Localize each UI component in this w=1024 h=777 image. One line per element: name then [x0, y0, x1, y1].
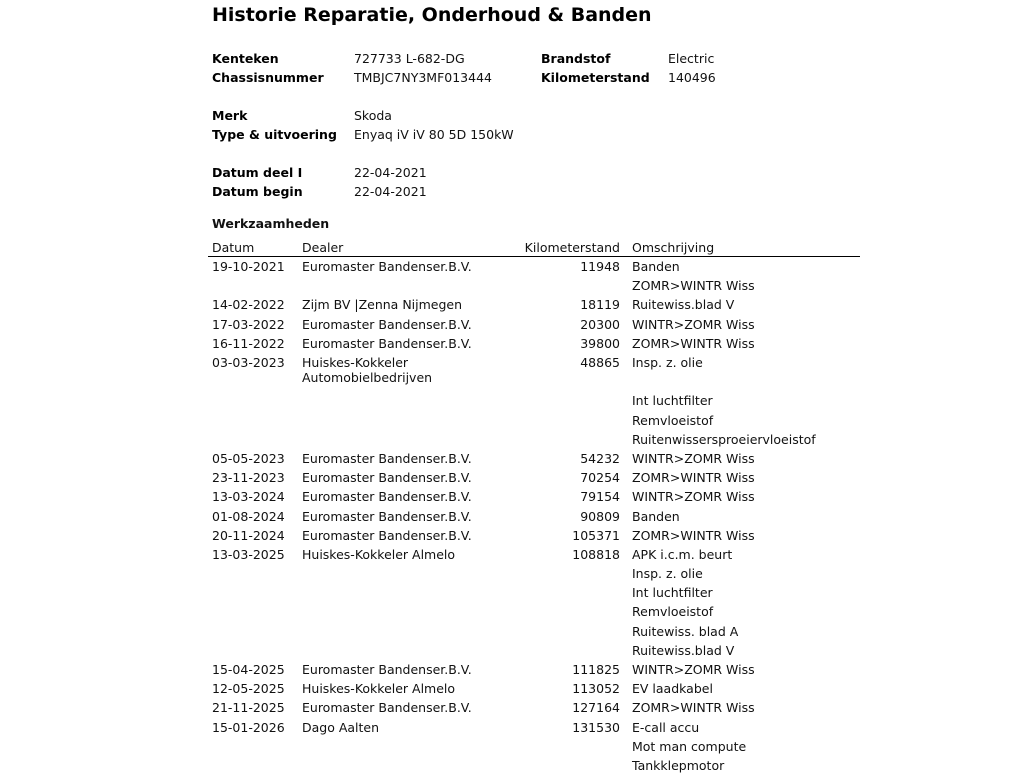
row-date: 01-08-2024: [212, 508, 285, 524]
page-title: Historie Reparatie, Onderhoud & Banden: [212, 4, 652, 26]
row-omschrijving: ZOMR>WINTR Wiss: [632, 527, 755, 543]
kilometerstand-label: Kilometerstand: [541, 70, 650, 85]
table-row: [0, 700, 1024, 719]
table-row: [0, 336, 1024, 355]
row-dealer: Huiskes-Kokkeler Almelo: [302, 681, 456, 697]
row-omschrijving: Remvloeistof: [632, 604, 714, 620]
row-kilometerstand: 79154: [580, 489, 620, 505]
row-date: 13-03-2025: [212, 546, 285, 562]
row-date: 19-10-2021: [212, 259, 285, 274]
row-kilometerstand: 105371: [572, 527, 620, 543]
row-date: 23-11-2023: [212, 470, 285, 486]
row-kilometerstand: 127164: [572, 700, 620, 716]
brandstof-label: Brandstof: [541, 51, 611, 66]
row-date: 03-03-2023: [212, 354, 285, 370]
row-kilometerstand: 48865: [580, 354, 620, 370]
row-dealer: Euromaster Bandenser.B.V.: [302, 489, 472, 505]
row-kilometerstand: 39800: [580, 335, 620, 351]
column-header-dealer: Dealer: [302, 240, 344, 255]
table-row: [0, 355, 1024, 451]
row-omschrijving: Ruitewiss.blad V: [632, 642, 735, 658]
table-row: [0, 681, 1024, 700]
row-dealer: Huiskes-Kokkeler Almelo: [302, 546, 456, 562]
table-row: [0, 317, 1024, 336]
row-date: 13-03-2024: [212, 489, 285, 505]
row-omschrijving: Ruitewiss. blad A: [632, 623, 739, 639]
row-date: 16-11-2022: [212, 335, 285, 351]
row-omschrijving: Ruitewiss.blad V: [632, 297, 735, 313]
row-date: 12-05-2025: [212, 681, 285, 697]
table-row: [0, 720, 1024, 777]
row-omschrijving: Banden: [632, 259, 680, 274]
row-kilometerstand: 113052: [572, 681, 620, 697]
row-omschrijving: E-call accu: [632, 719, 700, 735]
row-omschrijving: Ruitenwissersproeiervloeistof: [632, 431, 816, 447]
row-omschrijving: Int luchtfilter: [632, 585, 713, 601]
werkzaamheden-heading: Werkzaamheden: [212, 216, 330, 231]
table-row: [0, 528, 1024, 547]
row-omschrijving: ZOMR>WINTR Wiss: [632, 335, 755, 351]
datum-deel-value: 22-04-2021: [354, 165, 427, 180]
row-omschrijving: WINTR>ZOMR Wiss: [632, 450, 755, 466]
chassis-value: TMBJC7NY3MF013444: [354, 70, 492, 85]
table-row: [0, 547, 1024, 662]
row-omschrijving: WINTR>ZOMR Wiss: [632, 489, 755, 505]
row-dealer: Euromaster Bandenser.B.V.: [302, 259, 472, 274]
row-omschrijving: Insp. z. olie: [632, 566, 703, 582]
row-dealer: Euromaster Bandenser.B.V.: [302, 470, 472, 486]
table-row: [0, 259, 1024, 297]
werkzaamheden-table: [0, 259, 1024, 777]
row-kilometerstand: 11948: [580, 259, 620, 274]
row-kilometerstand: 54232: [580, 450, 620, 466]
row-kilometerstand: 20300: [580, 316, 620, 332]
row-kilometerstand: 18119: [580, 297, 620, 313]
datum-begin-label: Datum begin: [212, 184, 303, 199]
row-omschrijving: EV laadkabel: [632, 681, 713, 697]
row-dealer: Euromaster Bandenser.B.V.: [302, 508, 472, 524]
merk-value: Skoda: [354, 108, 392, 123]
row-kilometerstand: 108818: [572, 546, 620, 562]
column-header-omschrijving: Omschrijving: [632, 240, 715, 255]
kilometerstand-value: 140496: [668, 70, 716, 85]
row-kilometerstand: 131530: [572, 719, 620, 735]
row-dealer: Euromaster Bandenser.B.V.: [302, 335, 472, 351]
table-row: [0, 297, 1024, 316]
row-kilometerstand: 70254: [580, 470, 620, 486]
row-date: 20-11-2024: [212, 527, 285, 543]
table-row: [0, 451, 1024, 470]
table-row: [0, 509, 1024, 528]
row-dealer: Euromaster Bandenser.B.V.: [302, 662, 472, 678]
kenteken-value: 727733 L-682-DG: [354, 51, 465, 66]
row-dealer: Huiskes-Kokkeler: [302, 354, 409, 370]
merk-label: Merk: [212, 108, 248, 123]
row-date: 05-05-2023: [212, 450, 285, 466]
row-omschrijving: Tankklepmotor: [632, 758, 725, 774]
row-kilometerstand: 111825: [572, 662, 620, 678]
row-kilometerstand: 90809: [580, 508, 620, 524]
row-date: 15-04-2025: [212, 662, 285, 678]
row-omschrijving: ZOMR>WINTR Wiss: [632, 278, 755, 294]
table-row: [0, 470, 1024, 489]
row-omschrijving: WINTR>ZOMR Wiss: [632, 316, 755, 332]
row-dealer: Euromaster Bandenser.B.V.: [302, 700, 472, 716]
row-omschrijving: Int luchtfilter: [632, 393, 713, 409]
row-dealer: Zijm BV |Zenna Nijmegen: [302, 297, 463, 313]
row-omschrijving: ZOMR>WINTR Wiss: [632, 470, 755, 486]
row-omschrijving: WINTR>ZOMR Wiss: [632, 662, 755, 678]
table-row: [0, 662, 1024, 681]
row-dealer: Dago Aalten: [302, 719, 380, 735]
type-label: Type & uitvoering: [212, 127, 337, 142]
row-omschrijving: Remvloeistof: [632, 412, 714, 428]
row-dealer: Euromaster Bandenser.B.V.: [302, 450, 472, 466]
brandstof-value: Electric: [668, 51, 715, 66]
row-date: 15-01-2026: [212, 719, 285, 735]
datum-deel-label: Datum deel I: [212, 165, 303, 180]
kenteken-label: Kenteken: [212, 51, 279, 66]
chassis-label: Chassisnummer: [212, 70, 324, 85]
row-date: 21-11-2025: [212, 700, 285, 716]
column-header-kilometerstand: Kilometerstand: [524, 240, 620, 255]
column-header-datum: Datum: [212, 240, 255, 255]
row-dealer: Euromaster Bandenser.B.V.: [302, 527, 472, 543]
row-dealer: Euromaster Bandenser.B.V.: [302, 316, 472, 332]
row-date: 17-03-2022: [212, 316, 285, 332]
row-date: 14-02-2022: [212, 297, 285, 313]
row-dealer: Automobielbedrijven: [302, 369, 433, 385]
row-omschrijving: Banden: [632, 508, 680, 524]
datum-begin-value: 22-04-2021: [354, 184, 427, 199]
row-omschrijving: APK i.c.m. beurt: [632, 546, 733, 562]
row-omschrijving: Insp. z. olie: [632, 354, 703, 370]
type-value: Enyaq iV iV 80 5D 150kW: [354, 127, 514, 142]
table-row: [0, 489, 1024, 508]
row-omschrijving: ZOMR>WINTR Wiss: [632, 700, 755, 716]
header-divider: [208, 256, 860, 257]
row-omschrijving: Mot man compute: [632, 738, 747, 754]
